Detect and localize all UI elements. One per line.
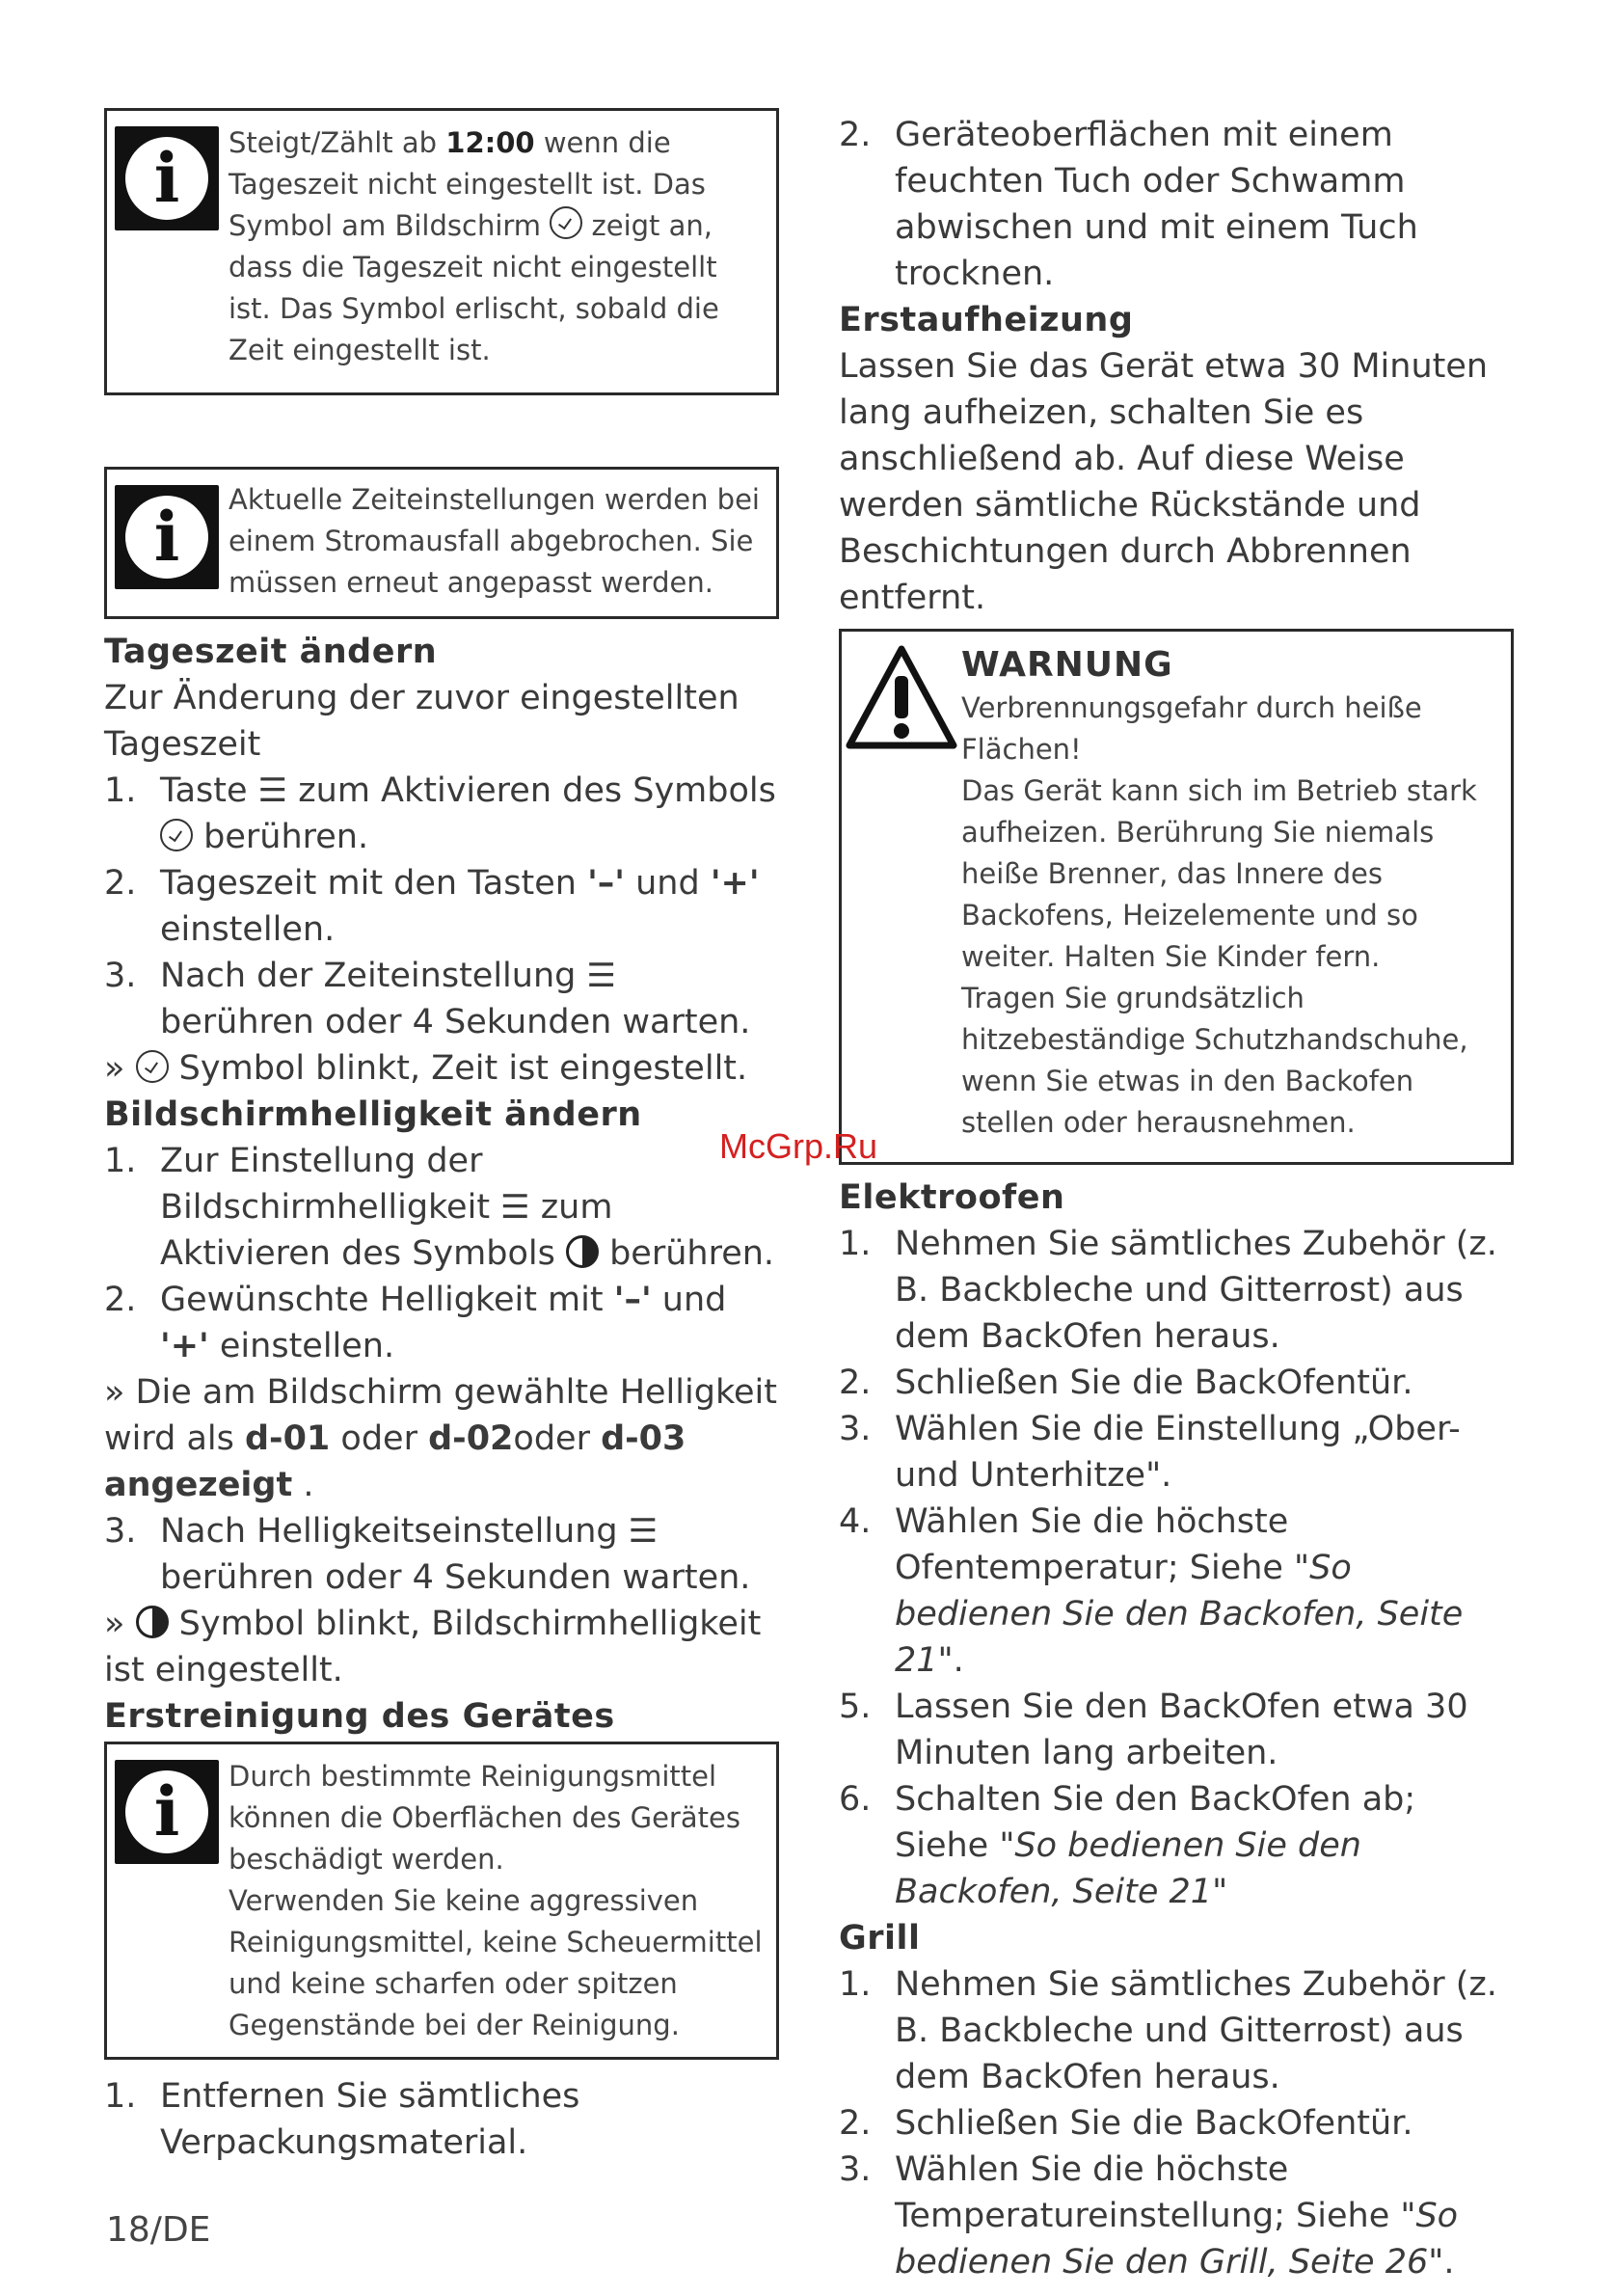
section-tageszeit	[104, 629, 779, 1092]
info-box-cleaning	[104, 1742, 779, 2060]
list-item: 1. Zur Einstellung der Bildschirmhelligkeit ☰ zum Aktivieren des Symbols berühren.	[104, 1142, 775, 1273]
list-item: 3. Nach der Zeiteinstellung ☰ berühren oder 4 Sekunden warten.	[104, 953, 779, 1045]
warning-text: WARNUNG Verbrennungsgefahr durch heiße Flächen! Das Gerät kann sich im Betrieb stark aufheizen. Berührung Sie niemals heiße Brenner, das Innere des Backofens, Heizelemente und so weiter. Halten Sie Kinder fern. Tragen Sie grundsätzlich hitzebeständige Schutzhandschuhe, wenn Sie etwas in den Backofen stellen oder herausnehmen.	[961, 643, 1499, 1148]
step-list	[104, 2073, 779, 2166]
info-icon: i	[115, 485, 219, 589]
section-erstreinigung	[104, 1693, 779, 2166]
paragraph: Lassen Sie das Gerät etwa 30 Minuten lang aufheizen, schalten Sie es anschließend ab. Auf diese Weise werden sämtliche Rückstände und Beschichtungen durch Abbrennen entfernt.	[839, 347, 1489, 617]
page-number: 18/DE	[106, 2210, 211, 2250]
brightness-icon	[136, 1606, 169, 1638]
list-item: 3. Nach Helligkeitseinstellung ☰ berühren oder 4 Sekunden warten.	[104, 1508, 779, 1601]
step-list	[839, 1221, 1514, 1915]
list-item: 4. Wählen Sie die höchste Ofentemperatur; Siehe "So bedienen Sie den Backofen, Seite 21".	[839, 1502, 1464, 1680]
result-note: » Die am Bildschirm gewählte Helligkeit wird als d-01 oder d-02oder d-03 angezeigt .	[104, 1373, 777, 1504]
clock-icon	[160, 819, 193, 851]
warning-triangle-icon	[846, 643, 957, 751]
step-list	[839, 112, 1514, 297]
list-item: 2. Tageszeit mit den Tasten '–' und '+' einstellen.	[104, 864, 760, 949]
list-item: 3. Wählen Sie die höchste Temperatureinstellung; Siehe "So bedienen Sie den Grill, Seite 26".	[839, 2150, 1459, 2282]
list-item: 2. Schließen Sie die BackOfentür.	[839, 2104, 1413, 2143]
list-item: 2. Schließen Sie die BackOfentür.	[839, 1364, 1413, 1402]
section-heading: Erstaufheizung	[839, 301, 1134, 339]
list-item: 1. Nehmen Sie sämtliches Zubehör (z. B. Backbleche und Gitterrost) aus dem BackOfen heraus.	[839, 1225, 1497, 1356]
left-column	[104, 108, 779, 2166]
list-item: 1. Entfernen Sie sämtliches Verpackungsmaterial.	[104, 2077, 580, 2162]
info-text: Aktuelle Zeiteinstellungen werden bei einem Stromausfall abgebrochen. Sie müssen erneut angepasst werden.	[229, 483, 760, 599]
result-note: » Symbol blinkt, Bildschirmhelligkeit ist eingestellt.	[104, 1605, 762, 1689]
list-item: 2. Gewünschte Helligkeit mit '–' und '+' einstellen.	[104, 1281, 727, 1365]
warning-title: WARNUNG	[961, 645, 1173, 685]
menu-key-icon: ☰	[257, 771, 288, 810]
warning-box	[839, 629, 1514, 1165]
section-heading: Grill	[839, 1919, 921, 1958]
section-heading: Tageszeit ändern	[104, 633, 438, 671]
info-text: Steigt/Zählt ab 12:00 wenn die Tageszeit nicht eingestellt ist. Das Symbol am Bildschirm zeigt an, dass die Tageszeit nicht eingestellt ist. Das Symbol erlischt, sobald die Zeit eingestellt ist.	[229, 126, 719, 366]
step-list	[839, 1961, 1514, 2285]
clock-icon	[136, 1050, 169, 1083]
right-column	[839, 112, 1514, 2285]
watermark: McGrp.Ru	[719, 1126, 878, 1166]
info-box-power-failure	[104, 467, 779, 619]
brightness-icon	[566, 1235, 599, 1268]
menu-key-icon: ☰	[586, 957, 616, 995]
info-text: Durch bestimmte Reinigungsmittel können die Oberflächen des Gerätes beschädigt werden. Verwenden Sie keine aggressiven Reinigungsmittel, keine Scheuermittel und keine scharfen oder spitzen Gegenstände bei der Reinigung.	[229, 1760, 763, 2041]
section-helligkeit	[104, 1092, 779, 1693]
paragraph: Zur Änderung der zuvor eingestellten Tageszeit	[104, 679, 740, 764]
info-icon: i	[115, 1760, 219, 1864]
list-item: 1. Nehmen Sie sämtliches Zubehör (z. B. Backbleche und Gitterrost) aus dem BackOfen heraus.	[839, 1965, 1497, 2096]
menu-key-icon: ☰	[628, 1512, 659, 1551]
section-heading: Bildschirmhelligkeit ändern	[104, 1095, 642, 1134]
list-item: 1. Taste ☰ zum Aktivieren des Symbols berühren.	[104, 768, 779, 860]
step-list	[104, 1138, 779, 1369]
list-item: 5. Lassen Sie den BackOfen etwa 30 Minuten lang arbeiten.	[839, 1688, 1468, 1772]
list-item: 2. Geräteoberflächen mit einem feuchten Tuch oder Schwamm abwischen und mit einem Tuch trocknen.	[839, 116, 1418, 293]
step-list	[104, 768, 779, 1045]
list-item: 6. Schalten Sie den BackOfen ab; Siehe "So bedienen Sie den Backofen, Seite 21"	[839, 1780, 1416, 1911]
step-list	[104, 1508, 779, 1601]
menu-key-icon: ☰	[500, 1188, 530, 1227]
list-item: 3. Wählen Sie die Einstellung „Ober- und Unterhitze".	[839, 1410, 1461, 1495]
section-heading: Elektroofen	[839, 1178, 1065, 1217]
section-heading: Erstreinigung des Gerätes	[104, 1697, 615, 1736]
result-note: » Symbol blinkt, Zeit ist eingestellt.	[104, 1049, 748, 1088]
info-box-time-count	[104, 108, 779, 395]
info-icon: i	[115, 126, 219, 230]
clock-icon	[550, 206, 582, 239]
